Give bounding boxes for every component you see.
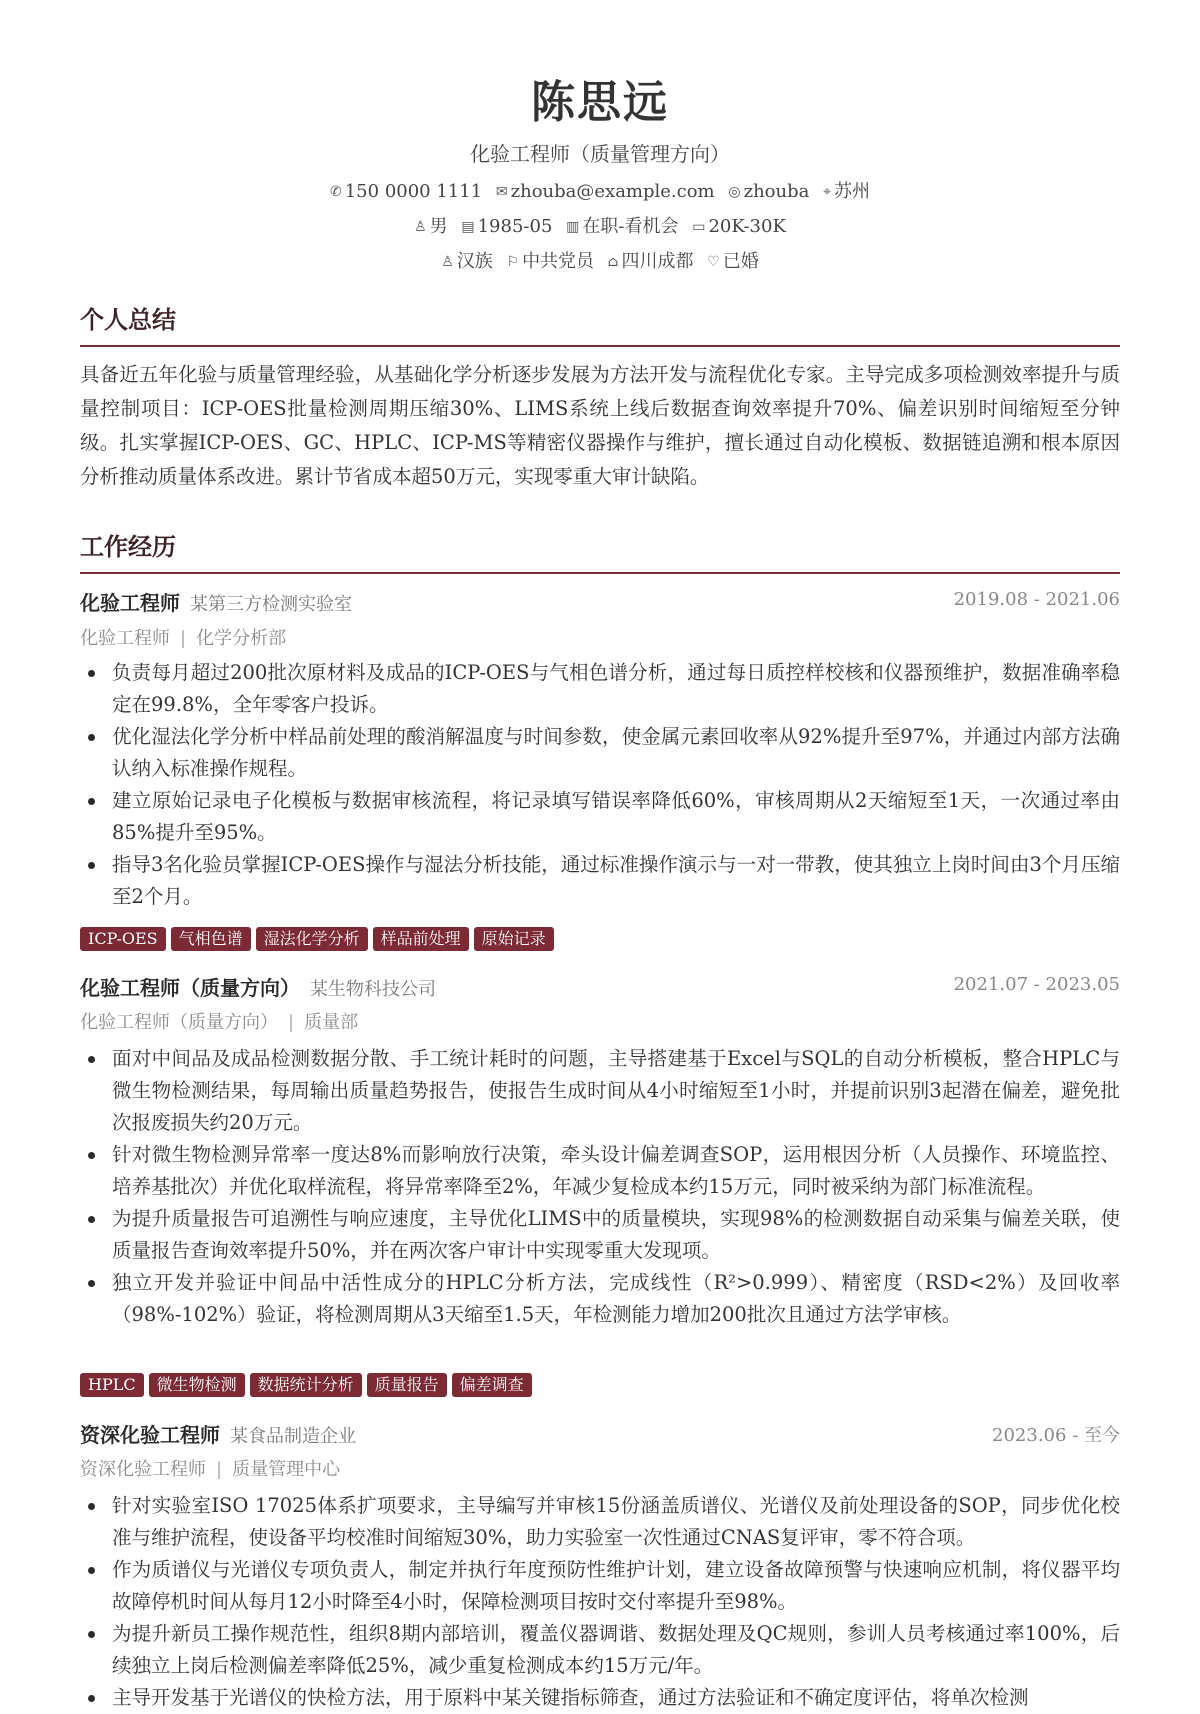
skill-tag: 微生物检测 <box>149 1373 245 1397</box>
skill-tag: 数据统计分析 <box>250 1373 362 1397</box>
contact-row <box>80 177 1120 203</box>
job-date: 2021.07 - 2023.05 <box>953 974 1120 995</box>
phone-item[interactable]: ✆ 150 0000 1111 <box>330 181 483 202</box>
candidate-name: 陈思远 <box>531 77 669 128</box>
job-title: 化验工程师 <box>80 591 180 615</box>
salary-item: ▭ 20K-30K <box>692 216 786 237</box>
divider: | <box>216 1459 223 1480</box>
list-item: 独立开发并验证中间品中活性成分的HPLC分析方法，完成线性（R²>0.999）、精密度（RSD<2%）及回收率（98%-102%）验证，将检测周期从3天缩至1.5天，年检测能力增加200批次且通过方法学审核。 <box>80 1267 1120 1331</box>
skill-tags <box>80 1373 1120 1399</box>
skill-tag: 原始记录 <box>474 927 554 951</box>
marital-item: ♡ 已婚 <box>707 251 759 272</box>
skill-tag: 偏差调查 <box>452 1373 532 1397</box>
background-info-row <box>80 247 1120 273</box>
divider: | <box>288 1012 295 1033</box>
list-item: 主导开发基于光谱仪的快检方法，用于原料中某关键指标筛查，通过方法验证和不确定度评估，将单次检测 <box>80 1682 1120 1714</box>
job-role-line <box>80 1455 1120 1481</box>
job-role-line <box>80 624 1120 650</box>
wechat-item: ◎ zhouba <box>728 181 810 202</box>
list-item: 为提升质量报告可追溯性与响应速度，主导优化LIMS中的质量模块，实现98%的检测数据自动采集与偏差关联，使质量报告查询效率提升50%，并在两次客户审计中实现零重大发现项。 <box>80 1203 1120 1267</box>
work-section-title: 工作经历 <box>80 527 1120 574</box>
status-item: ▥ 在职-看机会 <box>566 216 679 237</box>
job-bullets <box>80 1490 1120 1714</box>
location-icon: ⌖ <box>823 184 831 200</box>
list-item: 负责每月超过200批次原材料及成品的ICP-OES与气相色谱分析，通过每日质控样校核和仪器预维护，数据准确率稳定在99.8%，全年零客户投诉。 <box>80 657 1120 721</box>
personal-info-row <box>80 212 1120 238</box>
skill-tag: 样品前处理 <box>373 927 469 951</box>
ethnicity-icon: ♙ <box>441 254 454 270</box>
skill-tag: 气相色谱 <box>171 927 251 951</box>
mail-icon: ✉ <box>495 184 508 200</box>
job-role: 化验工程师 <box>80 628 170 649</box>
home-icon: ⌂ <box>607 254 619 270</box>
briefcase-icon: ▥ <box>566 219 580 235</box>
hometown-item: ⌂ 四川成都 <box>607 251 694 272</box>
list-item: 面对中间品及成品检测数据分散、手工统计耗时的问题，主导搭建基于Excel与SQL的自动分析模板，整合HPLC与微生物检测结果，每周输出质量趋势报告，使报告生成时间从4小时缩短至1小时，并提前识别3起潜在偏差，避免批次报废损失约20万元。 <box>80 1043 1120 1139</box>
flag-icon: ⚐ <box>506 254 520 270</box>
resume-page <box>80 0 1120 1709</box>
job-company: 某生物科技公司 <box>310 979 436 1000</box>
list-item: 针对微生物检测异常率一度达8%而影响放行决策，牵头设计偏差调查SOP，运用根因分析（人员操作、环境监控、培养基批次）并优化取样流程，将异常率降至2%，年减少复检成本约15万元，同时被采纳为部门标准流程。 <box>80 1139 1120 1203</box>
political-item: ⚐ 中共党员 <box>506 251 595 272</box>
list-item: 优化湿法化学分析中样品前处理的酸消解温度与时间参数，使金属元素回收率从92%提升至97%，并通过内部方法确认纳入标准操作规程。 <box>80 721 1120 785</box>
job-role: 资深化验工程师 <box>80 1459 206 1480</box>
job-dept: 质量部 <box>304 1012 359 1033</box>
job-dept: 质量管理中心 <box>232 1459 341 1480</box>
skill-tags <box>80 927 1120 953</box>
job-header <box>80 1419 1120 1449</box>
wechat-icon: ◎ <box>728 184 741 200</box>
job-title: 资深化验工程师 <box>80 1423 220 1447</box>
job-role: 化验工程师（质量方向） <box>80 1012 278 1033</box>
heart-icon: ♡ <box>707 254 720 270</box>
email-item[interactable]: ✉ zhouba@example.com <box>495 181 715 202</box>
job-company: 某食品制造企业 <box>230 1426 356 1447</box>
list-item: 为提升新员工操作规范性，组织8期内部培训，覆盖仪器调谐、数据处理及QC规则，参训人员考核通过率100%，后续独立上岗后检测偏差率降低25%，减少重复检测成本约15万元/年。 <box>80 1618 1120 1682</box>
list-item: 指导3名化验员掌握ICP-OES操作与湿法分析技能，通过标准操作演示与一对一带教，使其独立上岗时间由3个月压缩至2个月。 <box>80 849 1120 913</box>
user-icon: ♙ <box>414 219 427 235</box>
job-role-line <box>80 1008 1120 1034</box>
gender-item: ♙ 男 <box>414 216 448 237</box>
phone-icon: ✆ <box>330 184 342 200</box>
skill-tag: 湿法化学分析 <box>256 927 368 951</box>
summary-section-title: 个人总结 <box>80 300 1120 347</box>
skill-tag: ICP-OES <box>80 927 166 951</box>
list-item: 作为质谱仪与光谱仪专项负责人，制定并执行年度预防性维护计划，建立设备故障预警与快速响应机制，将仪器平均故障停机时间从每月12小时降至4小时，保障检测项目按时交付率提升至98%。 <box>80 1554 1120 1618</box>
divider: | <box>180 628 187 649</box>
calendar-icon: ▤ <box>461 219 475 235</box>
list-item: 建立原始记录电子化模板与数据审核流程，将记录填写错误率降低60%，审核周期从2天缩短至1天，一次通过率由85%提升至95%。 <box>80 785 1120 849</box>
birth-item: ▤ 1985-05 <box>461 216 553 237</box>
job-bullets <box>80 657 1120 913</box>
job-company: 某第三方检测实验室 <box>190 594 352 615</box>
job-date: 2019.08 - 2021.06 <box>953 589 1120 610</box>
ethnicity-item: ♙ 汉族 <box>441 251 493 272</box>
skill-tag: HPLC <box>80 1373 144 1397</box>
job-header <box>80 587 1120 617</box>
job-header <box>80 972 1120 1002</box>
list-item: 针对实验室ISO 17025体系扩项要求，主导编写并审核15份涵盖质谱仪、光谱仪及前处理设备的SOP，同步优化校准与维护流程，使设备平均校准时间缩短30%，助力实验室一次性通过CNAS复评审，零不符合项。 <box>80 1490 1120 1554</box>
job-target: 化验工程师（质量管理方向） <box>470 142 730 166</box>
job-date: 2023.06 - 至今 <box>992 1425 1120 1446</box>
salary-icon: ▭ <box>692 219 706 235</box>
skill-tag: 质量报告 <box>367 1373 447 1397</box>
job-title: 化验工程师（质量方向） <box>80 976 300 1000</box>
location-item: ⌖ 苏州 <box>823 181 870 202</box>
job-bullets <box>80 1043 1120 1331</box>
job-dept: 化学分析部 <box>196 628 287 649</box>
summary-text: 具备近五年化验与质量管理经验，从基础化学分析逐步发展为方法开发与流程优化专家。主导完成多项检测效率提升与质量控制项目：ICP-OES批量检测周期压缩30%、LIMS系统上线后数据查询效率提升70%、偏差识别时间缩短至分钟级。扎实掌握ICP-OES、GC、HPLC、ICP-MS等精密仪器操作与维护，擅长通过自动化模板、数据链追溯和根本原因分析推动质量体系改进。累计节省成本超50万元，实现零重大审计缺陷。 <box>80 363 1120 488</box>
